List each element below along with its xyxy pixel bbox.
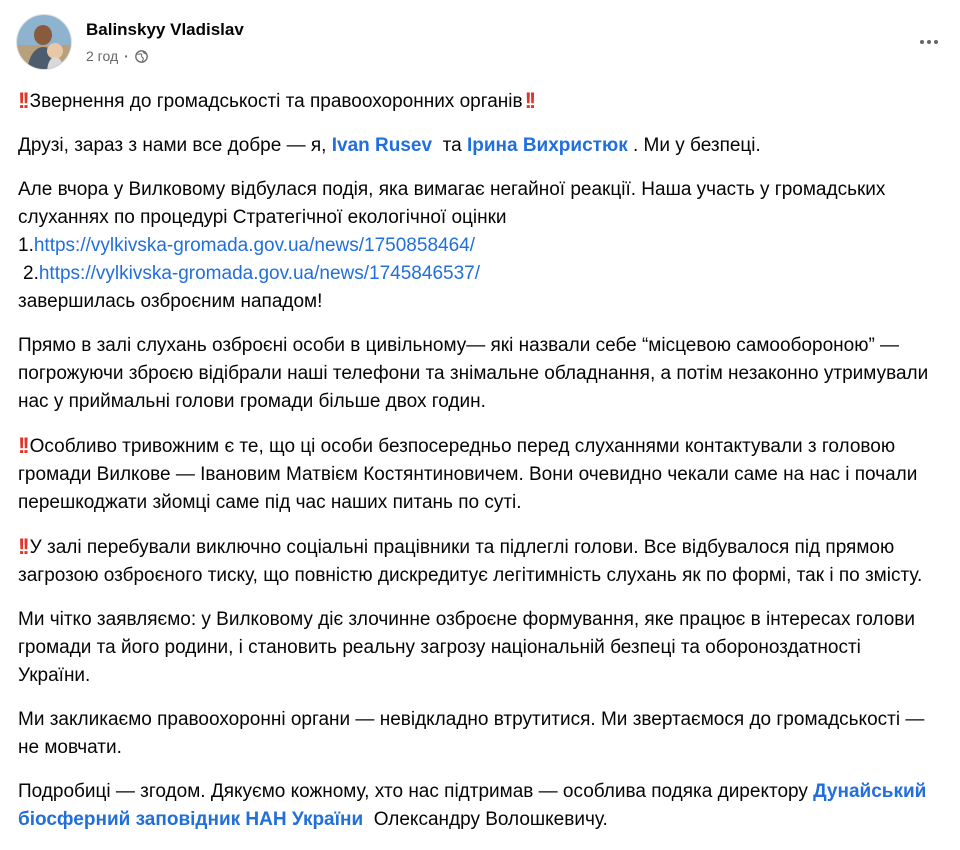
post-body xyxy=(18,87,938,850)
paragraph-6: Ми чітко заявляємо: у Вилковому діє злочинне озброєне формування, яке працює в інтересах голови громади та його родини, і становить реальну загрозу національній безпеці та обороноздатності України. xyxy=(18,609,915,686)
p8-text: Подробиці — згодом. Дякуємо кожному, хто нас підтримав — особлива подяка директору xyxy=(18,781,814,802)
post-time[interactable]: 2 год xyxy=(86,48,119,64)
avatar[interactable] xyxy=(16,14,72,70)
mention-iryna-vykhrystiuk[interactable]: Ірина Вихристюк xyxy=(466,135,628,156)
meta-separator: · xyxy=(124,48,129,64)
p8-text: Олександру Волошкевичу. xyxy=(363,809,608,830)
p1-text: . Ми у безпеці. xyxy=(627,135,761,156)
link-news-1[interactable]: https://vylkivska-gromada.gov.ua/news/1750858464/ xyxy=(33,235,475,256)
p1-text: та xyxy=(432,135,467,156)
post-meta xyxy=(86,48,148,64)
p4-text: Особливо тривожним є те, що ці особи безпосередньо перед слуханнями контактували з головою громади Вилкове — Івановим Матвієм Костянтиновичем. Вони очевидно чекали саме на нас і почали перешкоджати зйомці саме під час наших питань по суті. xyxy=(18,436,918,513)
post-title xyxy=(18,87,938,116)
paragraph-7: Ми закликаємо правоохоронні органи — невідкладно втрутитися. Ми звертаємося до громадськості — не мовчати. xyxy=(18,709,925,758)
list-number: 1. xyxy=(18,235,34,256)
paragraph-2 xyxy=(18,176,938,316)
post-header xyxy=(16,14,946,74)
paragraph-1 xyxy=(18,132,938,160)
paragraph-8 xyxy=(18,778,938,834)
globe-icon[interactable] xyxy=(135,50,148,63)
paragraph-3: Прямо в залі слухань озброєні особи в цивільному— які назвали себе “місцевою самообороною” — погрожуючи зброєю відібрали наші телефони та знімальне обладнання, а потім незаконно утримували нас у приймальні голови громади більше двох годин. xyxy=(18,335,929,412)
paragraph-4 xyxy=(18,432,938,517)
title-text: Звернення до громадськості та правоохоронних органів xyxy=(29,91,523,112)
double-exclamation-icon: !! xyxy=(18,534,27,559)
more-horizontal-icon xyxy=(920,40,938,44)
link-news-2[interactable]: https://vylkivska-gromada.gov.ua/news/1745846537/ xyxy=(38,263,480,284)
avatar-image xyxy=(17,15,72,70)
author-name[interactable]: Balinskyy Vladislav xyxy=(86,20,244,39)
p2-text: Але вчора у Вилковому відбулася подія, яка вимагає негайної реакції. Наша участь у громадських слуханнях по процедурі Стратегічної екологічної оцінки xyxy=(18,179,886,228)
list-number: 2. xyxy=(23,263,39,284)
mention-danube-biosphere-reserve[interactable]: Дунайський біосферний заповідник НАН України xyxy=(18,781,927,830)
p5-text: У залі перебували виключно соціальні працівники та підлеглі голови. Все відбувалося під прямою загрозою озброєного тиску, що повністю дискредитує легітимність слухань як по формі, так і по змісту. xyxy=(18,537,923,586)
mention-ivan-rusev[interactable]: Ivan Rusev xyxy=(331,135,433,156)
p1-text: Друзі, зараз з нами все добре — я, xyxy=(18,135,332,156)
more-options-button[interactable] xyxy=(912,28,946,56)
p2-end-text: завершилась озброєним нападом! xyxy=(18,291,323,312)
paragraph-5 xyxy=(18,533,938,590)
double-exclamation-icon: !! xyxy=(524,88,534,113)
double-exclamation-icon: !! xyxy=(18,88,27,113)
double-exclamation-icon: !! xyxy=(18,433,27,458)
